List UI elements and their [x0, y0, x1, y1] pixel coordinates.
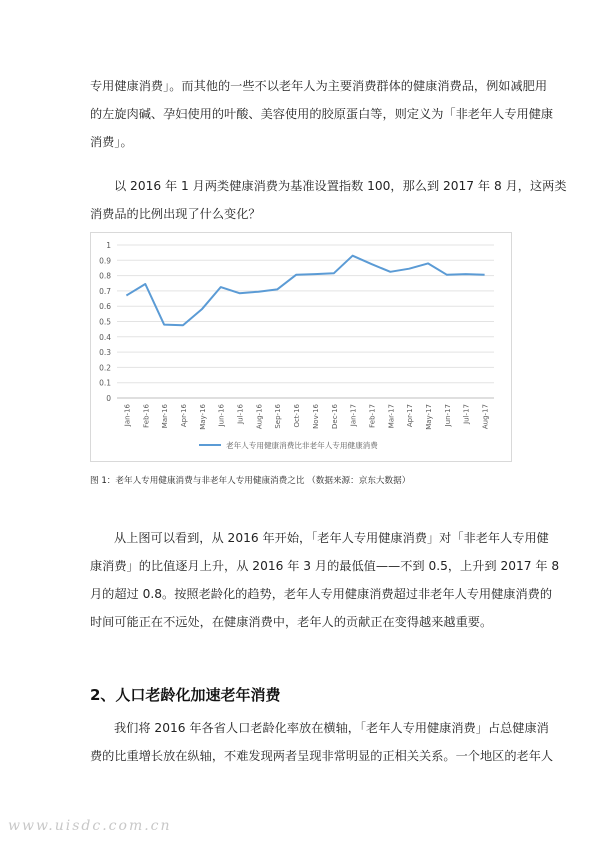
text-line: 从上图可以看到，从 2016 年开始，「老年人专用健康消费」对「非老年人专用健 [114, 531, 549, 545]
paragraph-analysis [90, 524, 560, 636]
data-point [352, 255, 354, 257]
x-tick-label: Mar-16 [161, 404, 170, 429]
text-line: 专用健康消费」。而其他的一些不以老年人为主要消费群体的健康消费品，例如减肥用 [90, 79, 548, 93]
x-tick-label: Aug-17 [481, 404, 490, 430]
chart-canvas [91, 233, 511, 461]
text-line: 时间可能正在不远处，在健康消费中，老年人的贡献正在变得越来越重要。 [90, 615, 493, 629]
watermark: www.uisdc.com.cn [8, 818, 172, 834]
x-tick-label: Jul-16 [236, 404, 245, 424]
x-tick-label: Apr-17 [406, 404, 415, 428]
data-point [484, 274, 486, 276]
data-point [276, 289, 278, 291]
y-tick-label: 0 [106, 394, 111, 403]
figure-caption: 图 1：老年人专用健康消费与非老年人专用健康消费之比 （数据来源：京东大数据） [90, 476, 411, 486]
text-line: 费的比重增长放在纵轴，不难发现两者呈现非常明显的正相关关系。一个地区的老年人 [90, 749, 554, 763]
data-point [333, 273, 335, 275]
text-line: 的左旋肉碱、孕妇使用的叶酸、美容使用的胶原蛋白等，则定义为「非老年人专用健康 [90, 107, 554, 121]
x-tick-label: Jan-16 [123, 404, 132, 427]
x-tick-label: Aug-16 [255, 404, 264, 430]
x-tick-label: Mar-17 [387, 404, 396, 429]
text-line: 我们将 2016 年各省人口老龄化率放在横轴，「老年人专用健康消费」占总健康消 [114, 721, 549, 735]
x-tick-label: Dec-16 [330, 404, 339, 429]
x-tick-label: Jun-17 [443, 404, 452, 427]
text-line: 康消费」的比值逐月上升，从 2016 年 3 月的最低值——不到 0.5，上升到 2017 年 8 [90, 559, 560, 573]
text-line: 消费」。 [90, 135, 133, 149]
x-tick-label: May-16 [198, 404, 207, 430]
y-tick-label: 0.7 [99, 286, 111, 296]
line-chart [90, 232, 512, 462]
data-point [220, 286, 222, 288]
text-line: 月的超过 0.8。按照老龄化的趋势，老年人专用健康消费超过非老年人专用健康消费的 [90, 587, 553, 601]
x-tick-label: Jan-17 [349, 404, 358, 427]
x-tick-label: Feb-17 [368, 404, 377, 428]
y-tick-label: 0.2 [99, 363, 111, 373]
section-heading: 2、人口老龄化加速老年消费 [90, 686, 281, 704]
y-tick-label: 0.5 [99, 317, 111, 327]
data-point [295, 274, 297, 276]
y-tick-label: 1 [106, 241, 111, 250]
y-tick-label: 0.8 [99, 271, 111, 281]
data-point [390, 271, 392, 273]
text-line: 消费品的比例出现了什么变化？ [90, 207, 261, 221]
x-tick-label: Jun-16 [217, 404, 226, 427]
x-tick-label: Feb-16 [142, 404, 151, 428]
data-point [465, 273, 467, 275]
legend-label: 老年人专用健康消费比非老年人专用健康消费 [226, 441, 378, 450]
y-tick-label: 0.6 [99, 302, 111, 312]
x-tick-label: Jul-17 [462, 404, 471, 424]
y-tick-label: 0.9 [99, 256, 111, 266]
y-tick-label: 0.4 [99, 332, 111, 342]
x-tick-label: May-17 [425, 404, 434, 430]
data-point [239, 292, 241, 294]
data-point [314, 273, 316, 275]
paragraph-definition [90, 72, 554, 156]
data-point [201, 308, 203, 310]
paragraph-question [90, 172, 567, 228]
paragraph-aging [90, 714, 554, 770]
x-tick-label: Apr-16 [179, 404, 188, 428]
x-tick-label: Nov-16 [311, 404, 320, 429]
x-tick-label: Oct-16 [293, 404, 302, 428]
data-point [258, 291, 260, 293]
data-point [163, 324, 165, 326]
y-tick-label: 0.1 [99, 378, 111, 388]
x-tick-label: Sep-16 [274, 404, 283, 429]
data-point [427, 263, 429, 265]
data-point [446, 274, 448, 276]
text-line: 以 2016 年 1 月两类健康消费为基准设置指数 100，那么到 2017 年 8 月，这两类 [114, 179, 567, 193]
y-tick-label: 0.3 [99, 348, 111, 358]
data-point [126, 295, 128, 297]
data-point [144, 283, 146, 285]
data-point [182, 325, 184, 327]
data-point [371, 263, 373, 265]
data-point [408, 268, 410, 270]
